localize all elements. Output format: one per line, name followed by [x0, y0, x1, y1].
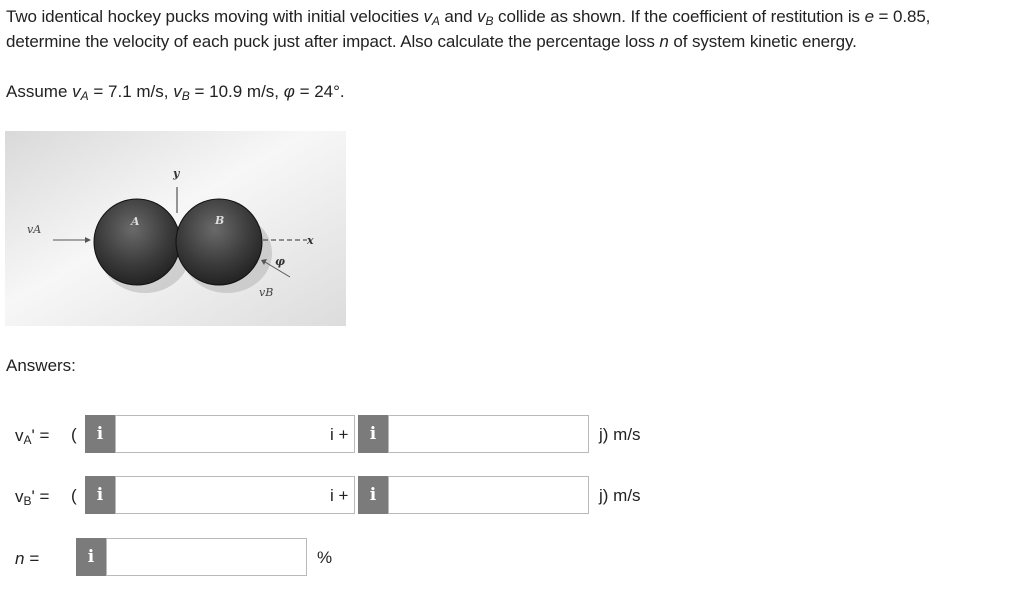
info-icon[interactable]: i — [76, 538, 106, 576]
answer-row-n — [0, 538, 1024, 578]
label-vb: vB — [259, 286, 274, 299]
n-percent-input[interactable] — [106, 538, 307, 576]
vb-j-component-input[interactable] — [388, 476, 589, 514]
puck-a — [94, 199, 180, 285]
vb-prime-label: $v_B'$ = — [15, 487, 50, 508]
problem-line-1: Two identical hockey pucks moving with initial velocities $v_A$ and $v_B$ collide as shown. If the coefficient of restitution is e = 0.85, — [6, 7, 931, 28]
va-j-component-input[interactable] — [388, 415, 589, 453]
open-paren: ( — [71, 425, 77, 444]
percent-unit-label: % — [317, 548, 333, 567]
va-i-component-input[interactable] — [115, 415, 355, 453]
unit-label: j) m/s — [599, 486, 641, 505]
answer-row-vb — [0, 476, 1024, 516]
i-plus-label: i + — [326, 486, 352, 506]
label-puck-a: A — [131, 215, 140, 228]
i-plus-label: i + — [326, 425, 352, 445]
info-icon[interactable]: i — [85, 476, 115, 514]
label-va: vA — [27, 223, 42, 236]
problem-line-2: determine the velocity of each puck just after impact. Also calculate the percentage loss n of system kinetic energy. — [6, 32, 857, 51]
unit-label: j) m/s — [599, 425, 641, 444]
open-paren: ( — [71, 486, 77, 505]
label-x: x — [307, 234, 314, 247]
info-icon[interactable]: i — [358, 476, 388, 514]
vb-i-component-input[interactable] — [115, 476, 355, 514]
pucks-diagram — [5, 131, 346, 326]
puck-b — [176, 199, 262, 285]
info-icon[interactable]: i — [85, 415, 115, 453]
answer-row-va — [0, 415, 1024, 455]
info-icon[interactable]: i — [358, 415, 388, 453]
va-prime-label: $v_A'$ = — [15, 426, 50, 447]
problem-statement — [6, 4, 1016, 54]
n-label: n = — [15, 549, 40, 568]
answers-heading: Answers: — [6, 356, 76, 375]
pucks-figure — [5, 131, 346, 326]
label-y: y — [173, 167, 180, 180]
label-puck-b: B — [215, 214, 225, 227]
label-phi: φ — [275, 255, 285, 268]
assumptions: Assume $v_A = 7.1$ m/s, $v_B = 10.9$ m/s, φ = 24°. — [6, 82, 345, 103]
